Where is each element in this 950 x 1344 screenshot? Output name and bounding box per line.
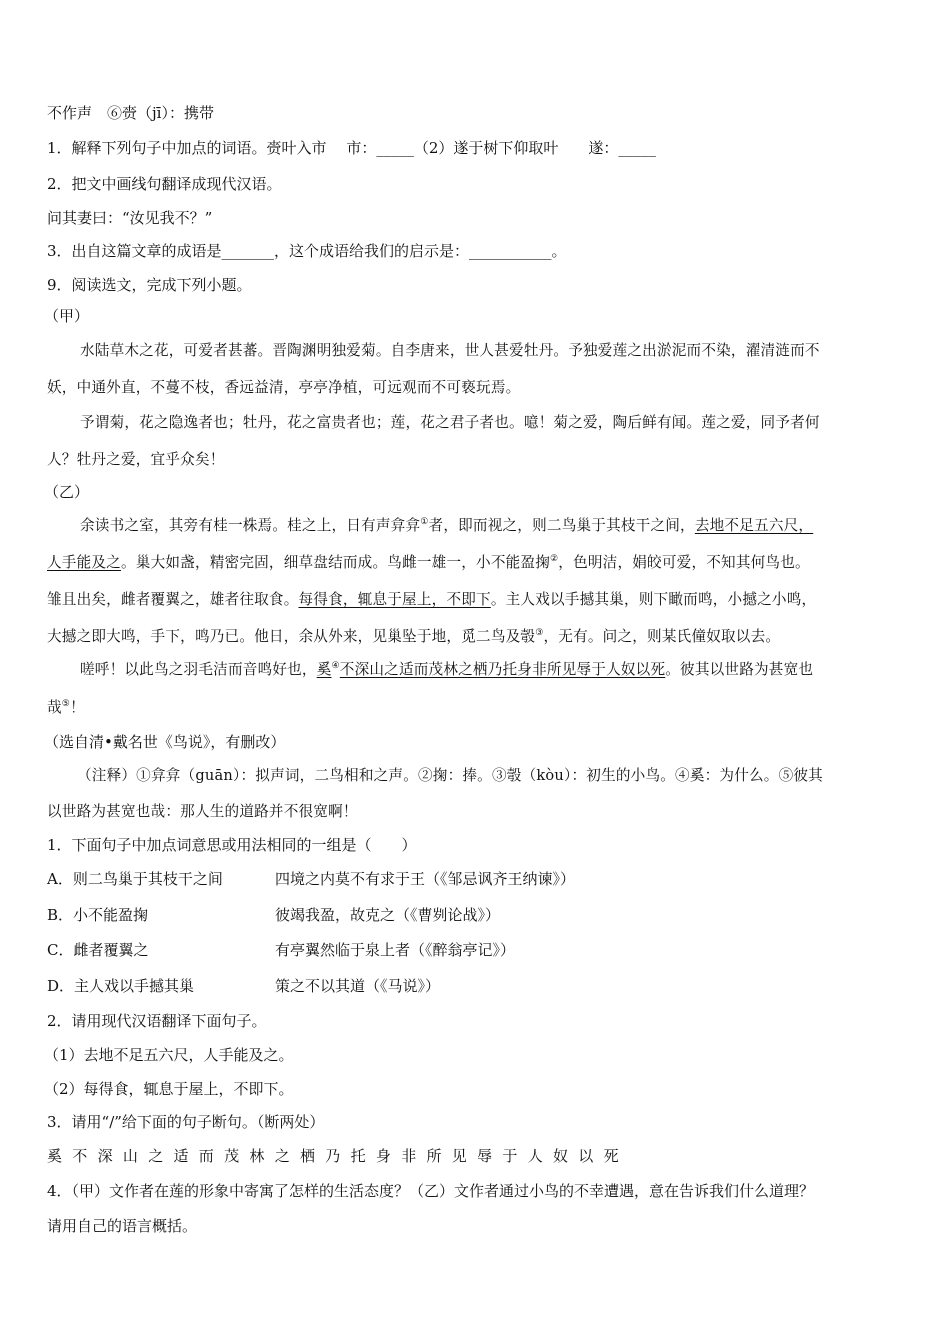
notes-line2: 以世路为甚宽也哉：那人生的道路并不很宽啊！ — [47, 803, 358, 820]
yi-p2-line1 — [80, 660, 813, 680]
q9-heading: 9．阅读选文，完成下列小题。 — [47, 276, 252, 294]
option-a-left: A．则二鸟巢于其枝干之间 — [47, 870, 223, 888]
yi-text: 余读书之室，其旁有桂一株焉。桂之上，日有声弇弇 — [80, 517, 421, 534]
q9-sub4-line2: 请用自己的语言概括。 — [47, 1217, 198, 1235]
option-b — [47, 905, 927, 925]
jia-p2-line2: 人？牡丹之爱，宜乎众矣！ — [47, 451, 225, 468]
note-marker: ② — [550, 554, 559, 564]
yi-text: ，色明洁，娟皎可爱，不知其何鸟也。 — [558, 554, 810, 571]
jia-p2-line1: 予谓菊，花之隐逸者也；牡丹，花之富贵者也；莲，花之君子者也。噫！菊之爱，陶后鲜有闻。莲之爱，同予者何 — [80, 414, 820, 431]
yi-text: 者，即而视之，则二鸟巢于其枝干之间， — [428, 517, 695, 534]
yi-p1-line2 — [47, 553, 810, 573]
q9-sub4-line1: 4．（甲）文作者在莲的形象中寄寓了怎样的生活态度？（乙）文作者通过小鸟的不幸遭遇，意在告诉我们什么道理？ — [47, 1182, 815, 1200]
yi-text: 嗟呼！以此鸟之羽毛洁而音鸣好也， — [80, 661, 317, 678]
option-b-right: 彼竭我盈，故克之（《曹刿论战》） — [275, 906, 501, 924]
yi-text: 哉 — [47, 699, 62, 716]
q8-sub2: 2．把文中画线句翻译成现代汉语。 — [47, 175, 282, 193]
yi-text: 。巢大如盏，精密完固，细草盘结而成。鸟雌一雄一，小不能盈掬 — [120, 554, 551, 571]
q8-sub2-sentence: 问其妻曰：“汝见我不？” — [47, 209, 213, 227]
yi-text: 。彼其以世路为甚宽也 — [665, 661, 814, 678]
option-c — [47, 940, 927, 960]
yi-p2-line2 — [47, 698, 85, 718]
q9-sub2-sentence2: （2）每得食，辄息于屋上，不即下。 — [44, 1080, 294, 1098]
q9-sub3-sentence: 奚不深山之适而茂林之栖乃托身非所见辱于人奴以死 — [47, 1147, 629, 1165]
note-marker: ① — [420, 517, 429, 527]
notes-line1: （注释）①弇弇（guān）：拟声词，二鸟相和之声。②掬：捧。③彀（kòu）：初生的小鸟。④奚：为什么。⑤彼其 — [77, 767, 823, 784]
jia-p1-line2: 妖，中通外直，不蔓不枝，香远益清，亭亭净植，可远观而不可亵玩焉。 — [47, 379, 521, 396]
option-a-right: 四境之内莫不有求于王（《邹忌讽齐王纳谏》） — [275, 870, 576, 888]
yi-text: ，无有。问之，则某氏僮奴取以去。 — [543, 628, 781, 645]
note-marker: ④ — [331, 661, 340, 671]
underlined-sentence: 每得食，辄息于屋上，不即下 — [298, 591, 491, 608]
option-c-left: C．雌者覆翼之 — [47, 941, 149, 959]
yi-text: 雏且出矣，雌者覆翼之，雄者往取食。 — [47, 591, 299, 608]
jia-p1-line1: 水陆草木之花，可爱者甚蕃。晋陶渊明独爱菊。自李唐来，世人甚爱牡丹。予独爱莲之出淤泥而不染，濯清涟而不 — [80, 342, 820, 359]
source-line: （选自清•戴名世《鸟说》，有删改） — [44, 733, 286, 751]
jia-label: （甲） — [44, 307, 90, 325]
option-a — [47, 869, 927, 889]
q9-sub1: 1．下面句子中加点词意思或用法相同的一组是（ ） — [47, 836, 417, 854]
underlined-sentence: 去地不足五六尺， — [694, 517, 814, 534]
underlined-sentence: 人手能及之 — [47, 554, 121, 571]
note-end-line: 不作声 ⑥赍（jī）：携带 — [47, 104, 214, 122]
option-b-left: B．小不能盈掬 — [47, 906, 149, 924]
underlined-sentence: 不深山之适而茂林之栖乃托身非所见辱于人奴以死 — [339, 661, 666, 678]
yi-label: （乙） — [44, 483, 90, 501]
q8-sub1: 1．解释下列句子中加点的词语。赍叶入市 市：_____（2）遂于树下仰取叶 遂：_____ — [47, 139, 656, 157]
underlined-sentence: 奚 — [316, 661, 332, 678]
yi-p1-line3 — [47, 590, 816, 610]
option-c-right: 有亭翼然临于泉上者（《醉翁亭记》） — [275, 941, 516, 959]
q9-sub2-sentence1: （1）去地不足五六尺，人手能及之。 — [44, 1046, 294, 1064]
option-d-right: 策之不以其道（《马说》） — [275, 977, 441, 995]
option-d — [47, 976, 927, 996]
q9-sub2: 2．请用现代汉语翻译下面句子。 — [47, 1012, 267, 1030]
q9-sub3: 3．请用“/”给下面的句子断句。（断两处） — [47, 1113, 325, 1131]
yi-p1-line1 — [80, 516, 813, 536]
yi-text: 。主人戏以手撼其巢，则下瞰而鸣，小撼之小鸣， — [490, 591, 817, 608]
note-marker: ③ — [535, 628, 544, 638]
yi-text: 大撼之即大鸣，手下，鸣乃已。他日，余从外来，见巢坠于地，觅二鸟及彀 — [47, 628, 536, 645]
note-marker: ⑤ — [61, 699, 71, 709]
q8-sub3: 3．出自这篇文章的成语是_______，这个成语给我们的启示是：___________。 — [47, 242, 567, 260]
yi-text: ！ — [70, 699, 85, 716]
option-d-left: D．主人戏以手撼其巢 — [47, 977, 195, 995]
yi-p1-line4 — [47, 627, 780, 647]
